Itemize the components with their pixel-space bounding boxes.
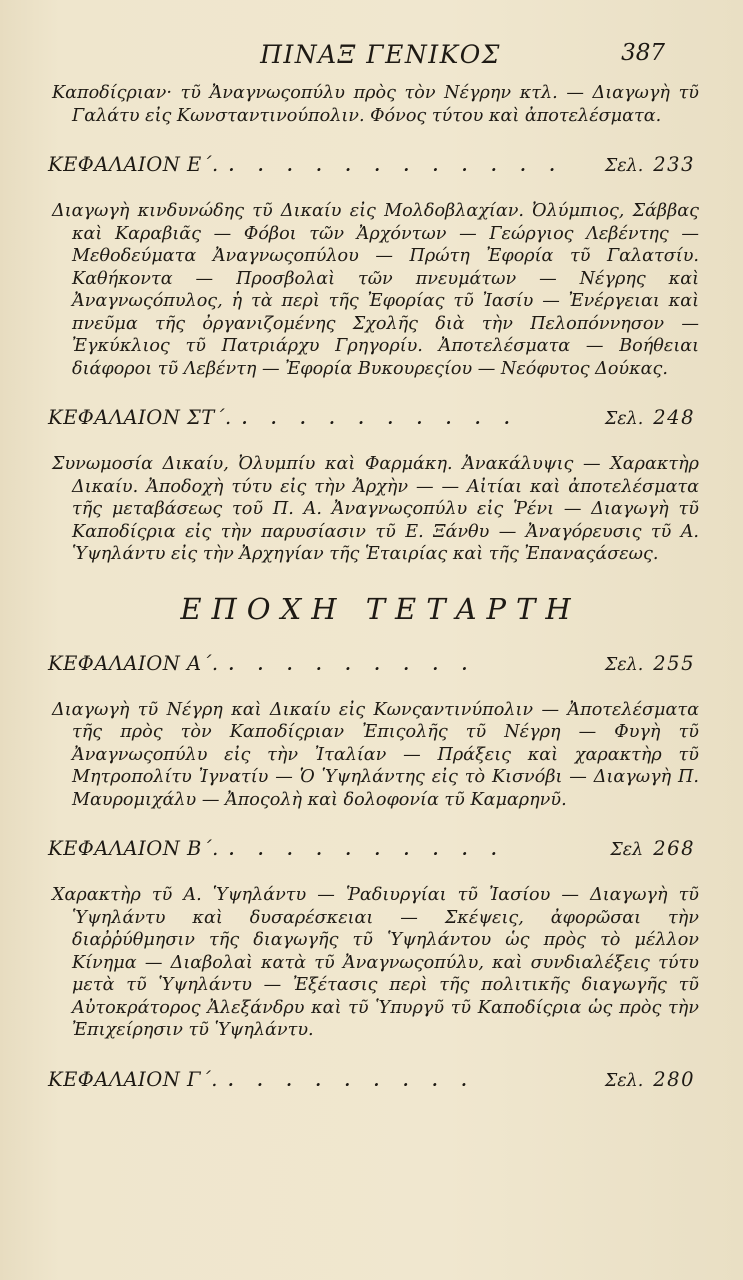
- contents-entry: Συνωμοσία Δικαίυ, Ὀλυμπίυ καὶ Φαρμάκη. Ἀνακάλυψις — Χαρακτὴρ Δικαίυ. Ἀποδοχὴ τύτυ εἰς τὴν Ἀρχὴν — — Αἰτίαι καὶ ἀποτελέσματα τῆς μεταβάσεως τοῦ Π. Α. Ἀναγνωςοπύλυ εἰς Ῥένι — Διαγωγὴ τῦ Καποδίςρια εἰς τὴν παρυσίασιν τῦ Ε. Ξάνθυ — Ἀναγόρευσις τῦ Α. Ὑψηλάντυ εἰς τὴν Ἀρχηγίαν τῆς Ἑταιρίας καὶ τῆς Ἐπαναςάσεως.: [52, 454, 699, 564]
- chapter-label: ΚΕΦΑΛΑΙΟΝ ΣΤ΄.: [48, 406, 232, 429]
- chapter-page-ref: 268: [653, 837, 695, 860]
- chapter-heading: [48, 652, 695, 675]
- chapter-page-ref: 233: [653, 153, 695, 176]
- dot-leader: . . . . . . . . .: [227, 1070, 476, 1090]
- chapter-page-ref: 248: [653, 406, 695, 429]
- page-title: ΠΙΝΑΞ ΓΕΝΙΚΟΣ: [260, 40, 501, 69]
- dot-leader: . . . . . . . . . .: [228, 840, 506, 859]
- chapter-label: ΚΕΦΑΛΑΙΟΝ Ε΄.: [48, 153, 219, 176]
- dot-leader: . . . . . . . . .: [228, 654, 477, 674]
- chapter-label: ΚΕΦΑΛΑΙΟΝ Α΄.: [48, 651, 219, 675]
- page-abbreviation: Σελ: [610, 840, 644, 860]
- contents-entry: Καποδίςριαν· τῦ Ἀναγνωςοπύλυ πρὸς τὸν Νέγρην κτλ. — Διαγωγὴ τῦ Γαλάτυ εἰς Κωνσταντινούπολιν. Φόνος τύτου καὶ ἀποτελέσματα.: [52, 83, 699, 126]
- chapter-label: ΚΕΦΑΛΑΙΟΝ Γ΄.: [48, 1067, 218, 1091]
- chapter-page-ref: 280: [653, 1067, 695, 1091]
- page-abbreviation: Σελ.: [604, 409, 644, 429]
- chapter-heading: [48, 1068, 695, 1091]
- page-abbreviation: Σελ.: [604, 654, 644, 675]
- dot-leader: . . . . . . . . . . . .: [228, 156, 564, 175]
- contents-entry: Διαγωγὴ κινδυνώδης τῦ Δικαίυ εἰς Μολδοβλαχίαν. Ὀλύμπιος, Σάββας καὶ Καραβιᾶς — Φόβοι τῶν Ἀρχόντων — Γεώργιος Λεβέντης — Μεθοδεύματα Ἀναγνωςοπύλου — Πρώτη Ἐφορία τῦ Γαλατσίυ. Καθήκοντα — Προσβολαὶ τῶν πνευμάτων — Νέγρης καὶ Ἀναγνωςόπυλος, ἡ τὰ περὶ τῆς Ἐφορίας τῦ Ἰασίυ — Ἐνέργειαι καὶ πνεῦμα τῆς ὀργανιζομένης Σχολῆς διὰ τὴν Πελοπόννησον — Ἐγκύκλιος τῦ Πατριάρχυ Γρηγορίυ. Ἀποτελέσματα — Βοήθειαι διάφοροι τῦ Λεβέντη — Ἐφορία Βυκουρεςίου — Νεόφυτος Δούκας.: [52, 201, 699, 379]
- page-number: 387: [621, 40, 665, 66]
- dot-leader: . . . . . . . . . .: [241, 409, 519, 428]
- epoch-heading: ΕΠΟΧΗ ΤΕΤΑΡΤΗ: [180, 591, 581, 626]
- chapter-heading: [48, 837, 695, 860]
- chapter-heading: [48, 406, 695, 429]
- contents-entry: Διαγωγὴ τῦ Νέγρη καὶ Δικαίυ εἰς Κωνςαντινύπολιν — Ἀποτελέσματα τῆς πρὸς τὸν Καποδίςριαν Ἐπιςολῆς τῦ Νέγρη — Φυγὴ τῦ Ἀναγνωςοπύλυ εἰς τὴν Ἰταλίαν — Πράξεις καὶ χαρακτὴρ τῦ Μητροπολίτυ Ἰγνατίυ — Ὁ Ὑψηλάντης εἰς τὸ Κισνόβι — Διαγωγὴ Π. Μαυρομιχάλυ — Ἀποςολὴ καὶ δολοφονία τῦ Καμαρηνῦ.: [52, 699, 699, 810]
- page-abbreviation: Σελ.: [604, 1070, 644, 1091]
- page-abbreviation: Σελ.: [604, 156, 644, 176]
- chapter-label: ΚΕΦΑΛΑΙΟΝ Β΄.: [48, 837, 219, 860]
- contents-entry: Χαρακτὴρ τῦ Α. Ὑψηλάντυ — Ῥαδιυργίαι τῦ Ἰασίου — Διαγωγὴ τῦ Ὑψηλάντυ καὶ δυσαρέσκειαι — Σκέψεις, ἀφορῶσαι τὴν διαῤῥύθμησιν τῆς διαγωγῆς τῦ Ὑψηλάντου ὡς πρὸς τὸ μέλλον Κίνημα — Διαβολαὶ κατὰ τῦ Ἀναγνωςοπύλυ, καὶ συνδιαλέξεις τύτυ μετὰ τῦ Ὑψηλάντυ — Ἐξέτασις περὶ τῆς πολιτικῆς διαγωγῆς τῦ Αὐτοκράτορος Ἀλεξάνδρυ καὶ τῦ Ὑπυργῦ τῦ Καποδίςρια ὡς πρὸς τὴν Ἐπιχείρησιν τῦ Ὑψηλάντυ.: [52, 885, 699, 1040]
- chapter-heading: [48, 153, 695, 176]
- running-head: [48, 32, 713, 82]
- chapter-page-ref: 255: [653, 651, 695, 675]
